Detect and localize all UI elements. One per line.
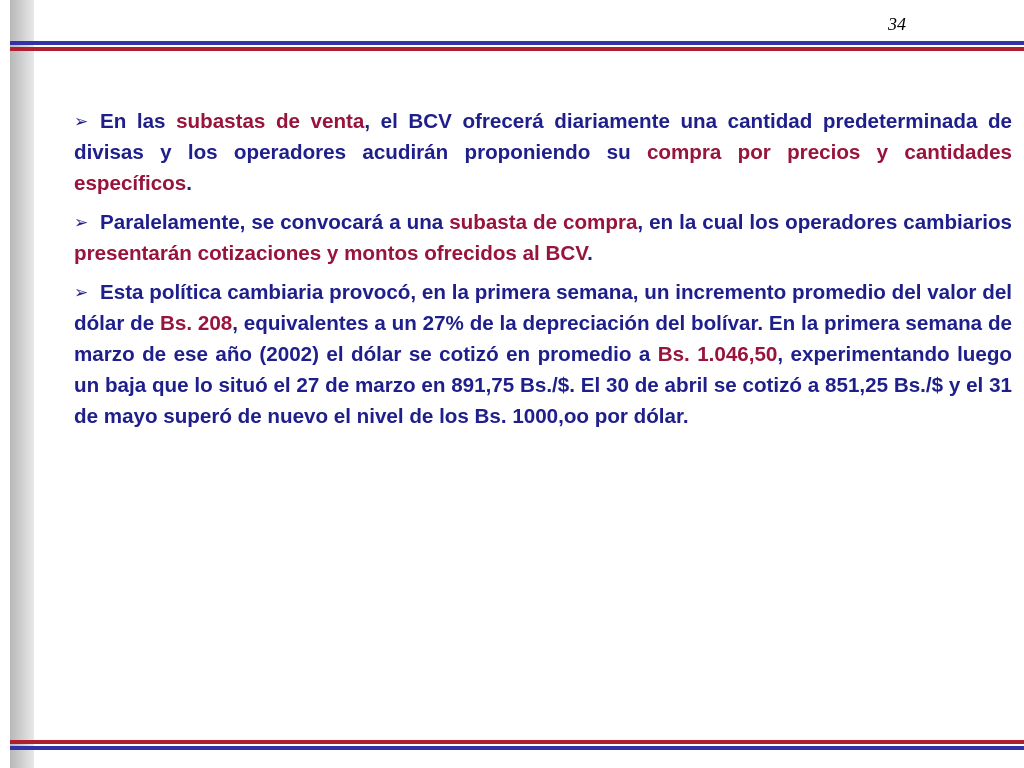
bullet-item	[74, 277, 1012, 432]
bottom-blue-rule	[10, 746, 1024, 750]
bullet-item	[74, 207, 1012, 269]
body-text: , el BCV ofrecerá diariamente una cantidad predeterminada de divisas y los operadores acudirán proponiendo su	[74, 110, 1013, 164]
left-gray-bar	[10, 0, 34, 768]
top-blue-rule	[10, 41, 1024, 45]
arrow-bullet-icon: ➢	[74, 283, 89, 302]
arrow-bullet-icon: ➢	[74, 213, 89, 232]
emphasized-text: subasta de compra	[449, 211, 638, 234]
emphasized-text: subastas de venta	[176, 110, 365, 133]
body-text: Esta política cambiaria provocó, en la primera semana, un incremento promedio del valor del dólar de	[74, 281, 1012, 335]
top-red-rule	[10, 47, 1024, 51]
body-text: En las	[100, 110, 177, 133]
body-text: .	[587, 242, 593, 265]
emphasized-text: Bs. 1.046,50	[657, 343, 778, 366]
body-text: , equivalentes a un 27% de la depreciación del bolívar. En la primera semana de marzo de ese año (2002) el dólar se cotizó en promedio a	[74, 312, 1012, 366]
arrow-bullet-icon: ➢	[74, 112, 89, 131]
slide-body	[74, 106, 1012, 440]
body-text: .	[186, 172, 192, 195]
bullet-item	[74, 106, 1012, 199]
page-number: 34	[888, 14, 906, 34]
body-text: , en la cual los operadores cambiarios	[637, 211, 1012, 234]
bottom-red-rule	[10, 740, 1024, 744]
body-text: , experimentando luego un baja que lo situó el 27 de marzo en 891,75 Bs./$. El 30 de abril se cotizó a 851,25 Bs./$ y el 31 de mayo superó de nuevo el nivel de los Bs. 1000,oo por dólar.	[74, 343, 1012, 428]
emphasized-text: presentarán cotizaciones y montos ofrecidos al BCV	[74, 242, 588, 265]
body-text: Paralelamente, se convocará a una	[100, 211, 450, 234]
emphasized-text: Bs. 208	[160, 312, 233, 335]
emphasized-text: compra por precios y cantidades específicos	[74, 141, 1012, 195]
